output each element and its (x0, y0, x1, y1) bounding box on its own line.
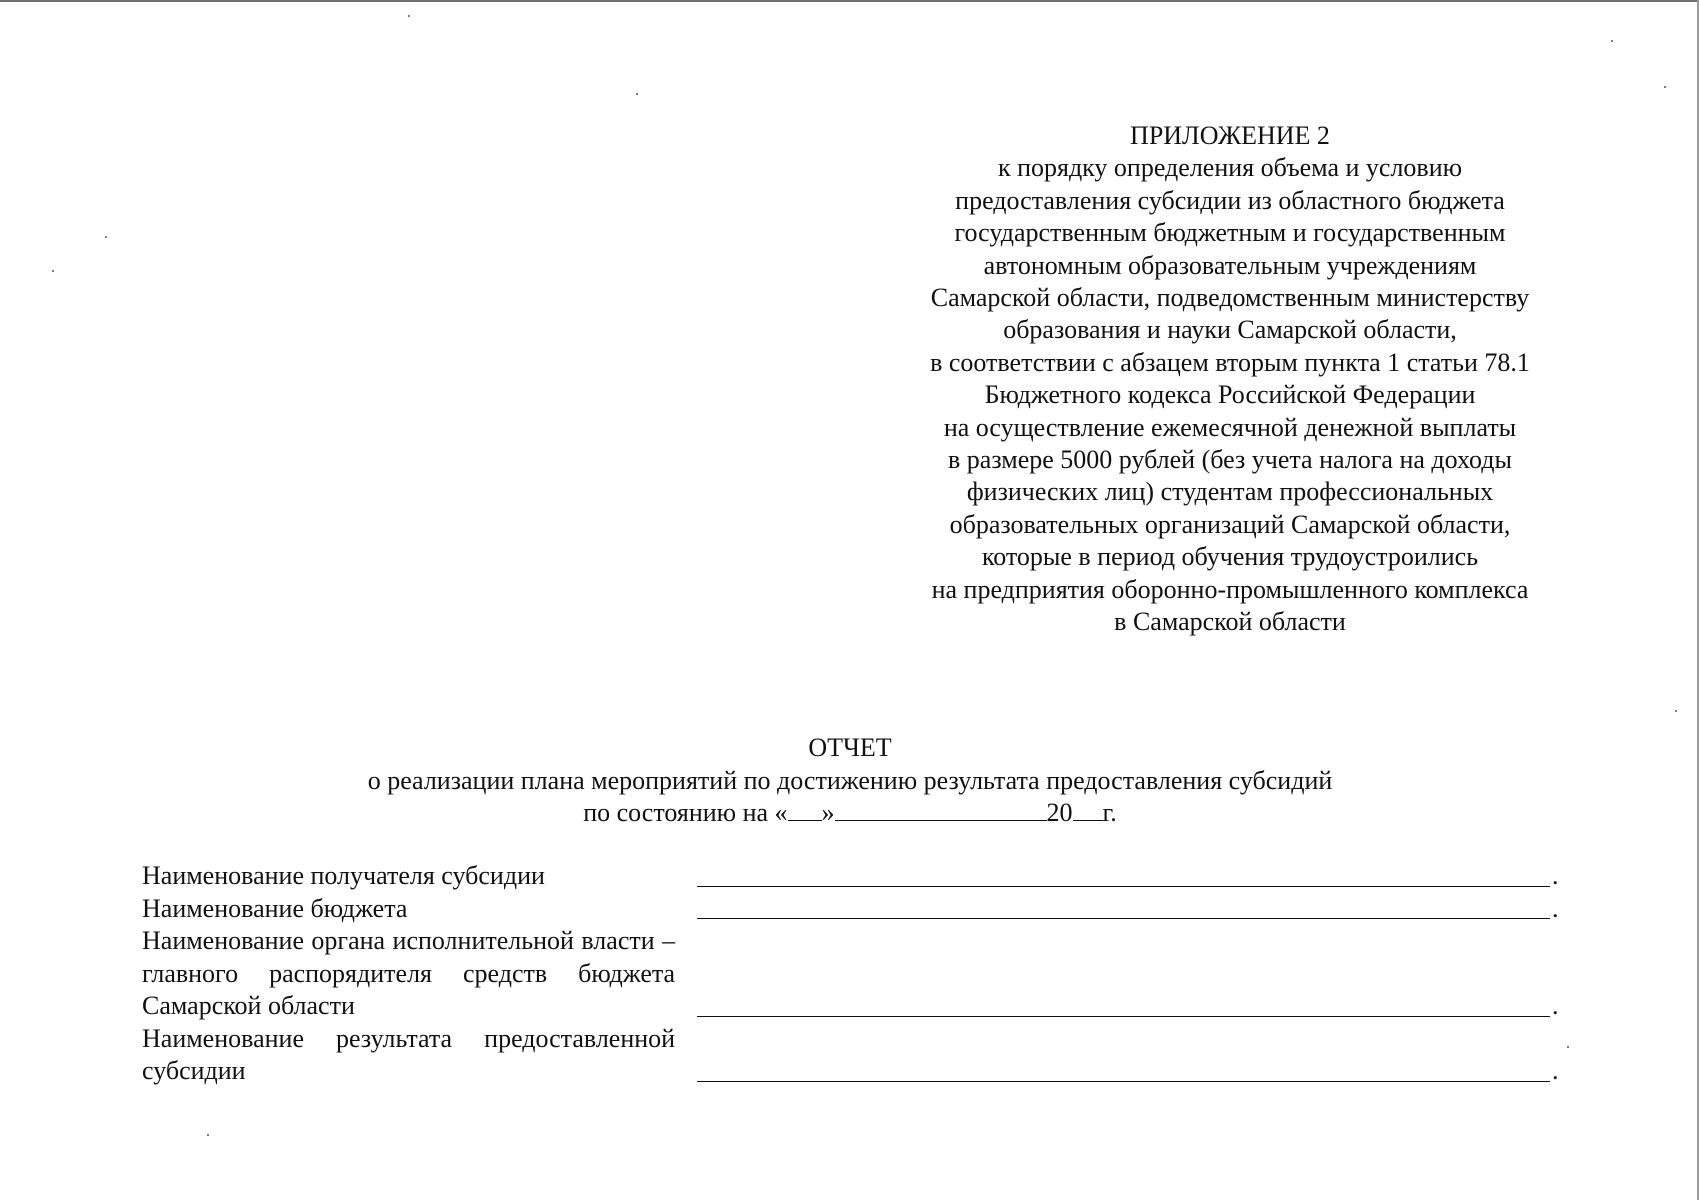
day-blank[interactable] (788, 800, 822, 821)
appendix-line: в Самарской области (1114, 607, 1346, 637)
appendix-line: на предприятия оборонно-промышленного комплекса (931, 574, 1529, 604)
field-result (142, 1023, 1562, 1088)
appendix-line: образования и науки Самарской области, (1003, 315, 1457, 345)
appendix-line: государственным бюджетным и государственным (954, 218, 1506, 248)
report-subtitle: о реализации плана мероприятий по достижению результата предоставления субсидий (367, 765, 1333, 795)
appendix-line: в соответствии с абзацем вторым пункта 1 статьи 78.1 (930, 347, 1530, 377)
appendix-header (880, 120, 1580, 639)
appendix-line: в размере 5000 рублей (без учета налога на доходы (948, 445, 1512, 475)
scan-speck (1675, 710, 1677, 712)
date-year: 20 (1046, 798, 1073, 827)
scan-speck (636, 93, 638, 95)
appendix-line: Самарской области, подведомственным министерству (930, 283, 1530, 313)
appendix-line: образовательных организаций Самарской области, (949, 509, 1511, 539)
field-end: . (1552, 861, 1559, 890)
field-recipient (142, 860, 1562, 893)
field-authority (142, 925, 1562, 1023)
field-label: Наименование получателя субсидии (142, 861, 545, 890)
field-end: . (1552, 893, 1559, 923)
field-input-line[interactable] (697, 1059, 1550, 1082)
appendix-line: физических лиц) студентам профессиональных (966, 477, 1494, 507)
appendix-line: к порядку определения объема и условию (997, 153, 1463, 183)
scan-speck (105, 236, 107, 238)
report-heading (300, 732, 1400, 830)
field-input-line[interactable] (697, 994, 1550, 1017)
scan-speck (1664, 86, 1666, 88)
date-prefix: по состоянию на « (583, 798, 788, 827)
field-input-line[interactable] (697, 864, 1550, 887)
month-blank[interactable] (835, 800, 1047, 821)
scan-speck (408, 15, 410, 17)
field-end: . (1552, 991, 1559, 1020)
scan-speck (1611, 40, 1613, 42)
field-label: Наименование органа исполнительной власти – главного распорядителя средств бюджета Самарской области (142, 926, 676, 1020)
report-title: ОТЧЕТ (808, 733, 892, 762)
year-blank[interactable] (1073, 800, 1103, 821)
appendix-line: предоставления субсидии из областного бюджета (955, 185, 1505, 215)
field-input-line[interactable] (697, 896, 1550, 919)
report-date-line (300, 797, 1400, 830)
field-label: Наименование бюджета (142, 893, 408, 923)
date-mid: » (821, 798, 835, 827)
scan-speck (1567, 1046, 1569, 1048)
field-end: . (1552, 1056, 1559, 1085)
report-fields (142, 860, 1562, 1088)
scan-speck (207, 1134, 209, 1136)
date-suffix: г. (1102, 798, 1117, 827)
scan-edge-top (0, 0, 1699, 2)
appendix-title: ПРИЛОЖЕНИЕ 2 (1130, 121, 1330, 150)
appendix-line: которые в период обучения трудоустроились (981, 542, 1479, 572)
field-budget (142, 893, 1562, 926)
field-label: Наименование результата предоставленной субсидии (142, 1023, 676, 1085)
appendix-line: Бюджетного кодекса Российской Федерации (984, 380, 1476, 410)
scan-speck (52, 270, 54, 272)
appendix-line: на осуществление ежемесячной денежной выплаты (943, 412, 1517, 442)
appendix-line: автономным образовательным учреждениям (983, 250, 1477, 280)
